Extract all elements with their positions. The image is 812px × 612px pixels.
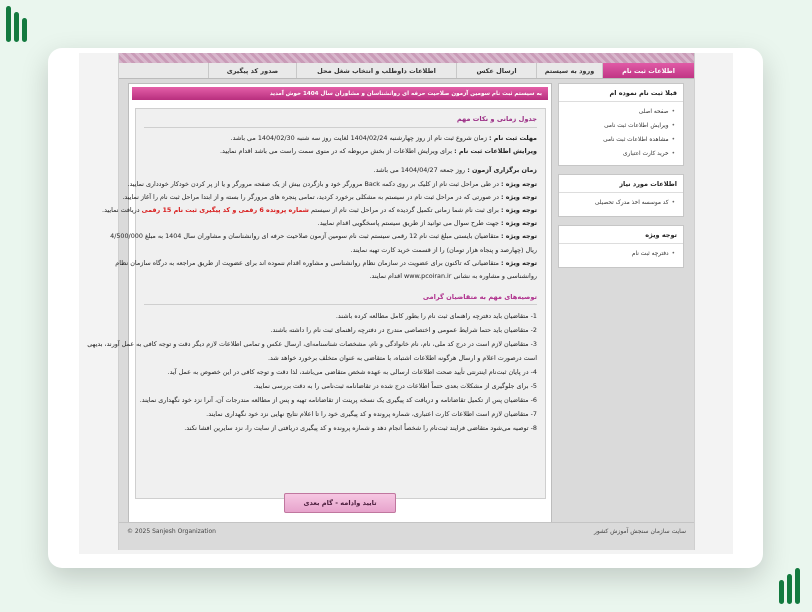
page-footer: [119, 522, 694, 540]
sidebar-item-buy-card[interactable]: • خرید کارت اعتباری: [559, 147, 683, 161]
list-item: 3- متقاضیان لازم است در درج کد ملی، نام، نام خانوادگی و نام، مشخصات شناسنامه‌ای، ارسال عکس و تمامی اطلاعات لازم دیگر دقت و توجه کافی به عمل آورند، بدیهی: [87, 340, 537, 349]
copyright-text: © 2025 Sanjesh Organization: [127, 528, 216, 535]
tab-upload-photo[interactable]: ارسال عکس: [456, 63, 536, 78]
sidebar-item-edit-info[interactable]: • ویرایش اطلاعات ثبت نامی: [559, 119, 683, 133]
site-page: [87, 53, 695, 550]
tab-applicant-info[interactable]: اطلاعات داوطلب و انتخاب شغل محل: [296, 63, 456, 78]
schedule-line: ریال (چهارصد و پنجاه هزار تومان) را از قسمت خرید کارت تهیه نمایند.: [350, 245, 537, 254]
sidebar-box-title: قبلا ثبت نام نموده ام: [559, 84, 683, 102]
sidebar-box-special-note: [558, 225, 684, 268]
info-panel: [87, 108, 546, 499]
footer-site-link[interactable]: سایت سازمان سنجش آموزش کشور: [593, 528, 686, 535]
brand-logo-top-left: [6, 6, 27, 42]
schedule-title: جدول زمانی و نکات مهم: [456, 115, 537, 123]
list-item: 5- برای جلوگیری از مشکلات بعدی حتماً اطلاعات درج شده در تقاضانامه ثبت‌نامی را به دقت بررسی نمایید.: [253, 382, 537, 391]
tab-registration-info[interactable]: اطلاعات ثبت نام: [602, 63, 694, 78]
header-pattern: [119, 53, 694, 63]
list-item: 4- در پایان ثبت‌نام اینترنتی تأیید صحت اطلاعات ارسالی به عهده شخص متقاضی می‌باشد، لذا دقت و توجه کافی در این خصوص به عمل آید.: [167, 368, 537, 377]
sidebar: [558, 83, 684, 276]
schedule-line: توجه ویژه : متقاضیانی که تاکنون برای عضویت در سازمان نظام روانشناسی و مشاوره اقدام ننموده اند برای عضویت از طریق مراجعه به درگاه سازمان نظام: [115, 258, 537, 267]
sidebar-box-registered: [558, 83, 684, 166]
page-screenshot: [79, 53, 733, 554]
sidebar-item-booklet[interactable]: • دفترچه ثبت نام: [559, 247, 683, 261]
schedule-line: روانشناسی و مشاوره به نشانی www.pcoiran.ir اقدام نمایند.: [369, 272, 537, 281]
sidebar-box-title: اطلاعات مورد نیاز: [559, 175, 683, 193]
confirm-next-step-button[interactable]: تایید وادامه - گام بعدی: [284, 493, 396, 513]
sidebar-item-home[interactable]: • صفحه اصلی: [559, 105, 683, 119]
sidebar-item-view-info[interactable]: • مشاهده اطلاعات ثبت نامی: [559, 133, 683, 147]
welcome-notice: به سیستم ثبت نام سومین آزمون صلاحیت حرفه ای روانشناسان و مشاوران سال 1404 خوش آمدید: [132, 87, 548, 100]
divider: [144, 127, 537, 128]
tab-bar: [119, 63, 694, 79]
list-item: 7- متقاضیان لازم است اطلاعات کارت اعتباری، شماره پرونده و کد پیگیری خود را تا اعلام نتایج نهایی نزد خود نگهداری نمایند.: [206, 410, 537, 419]
recommendations-title: توصیه‌های مهم به متقاضیان گرامی: [422, 293, 537, 302]
recommendations-list: [87, 309, 537, 435]
brand-logo-bottom-right: [779, 568, 800, 604]
list-item: 1- متقاضیان باید دفترچه راهنمای ثبت نام را بطور کامل مطالعه کرده باشند.: [335, 312, 537, 321]
list-item: 8- توصیه می‌شود متقاضی فرایند ثبت‌نام را شخصاً انجام دهد و شماره پرونده و کد پیگیری دریافتی از سایت را، نزد سایرین افشا نکند.: [184, 424, 537, 433]
divider: [144, 304, 537, 305]
list-item: است درصورت اعلام و ارسال هرگونه اطلاعات اشتباه، با متقاضی به عنوان متخلف برخورد خواهد شد.: [267, 354, 537, 363]
tab-login[interactable]: ورود به سیستم: [536, 63, 602, 78]
list-item: 2- متقاضیان باید حتما شرایط عمومی و اختصاصی مندرج در دفترچه راهنمای ثبت نام را داشته باشند.: [270, 326, 537, 335]
button-row: [129, 493, 551, 513]
schedule-line: توجه ویژه : برای ثبت نام شما زمانی تکمیل گردیده که در مراحل ثبت نام از سیستم شماره پرونده 6 رقمی و کد پیگیری ثبت نام 15 رقمی دریافت نمایید.: [102, 206, 537, 215]
schedule-line: زمان برگزاری آزمون : روز جمعه 1404/04/27 می باشد.: [373, 166, 537, 175]
schedule-line: توجه ویژه : متقاضیان بایستی مبلغ ثبت نام 12 رقمی سیستم ثبت نام سومین آزمون صلاحیت حرفه ای روانشناسان و مشاوران سال 1404 به مبلغ 4/500/000: [110, 232, 537, 241]
tab-tracking-code[interactable]: صدور کد پیگیری: [208, 63, 296, 78]
schedule-line: توجه ویژه : در صورتی که در مراحل ثبت نام در سیستم به مشکلی برخورد کردید، تمامی پنجره های مرورگر را بسته و از ابتدا مراحل ثبت نام را آغاز نمایید.: [122, 192, 537, 201]
sidebar-item-institute-code[interactable]: • کد موسسه اخذ مدرک تحصیلی: [559, 196, 683, 210]
schedule-line: ویرایش اطلاعات ثبت نام : برای ویرایش اطلاعات از بخش مربوطه که در منوی سمت راست می باشد اقدام نمایید.: [220, 147, 537, 156]
list-item: 6- متقاضیان پس از تکمیل تقاضانامه و دریافت کد پیگیری یک نسخه پرینت از تقاضانامه تهیه و پس از مطالعه مندرجات آن، آنرا نزد خود نگهداری نمایند.: [139, 396, 537, 405]
sidebar-box-required-info: [558, 174, 684, 217]
schedule-line: توجه ویژه : در طی مراحل ثبت نام از کلیک بر روی دکمه Back مرورگر خود و بازگردن بیش از یک صفحه مرورگر و یا از پر کردن خودکار خودداری نمایید.: [127, 179, 537, 188]
schedule-line: مهلت ثبت نام : زمان شروع ثبت نام از روز چهارشنبه 1404/02/24 لغایت روز سه شنبه 1404/02/30 می باشد.: [230, 134, 537, 142]
main-content: [87, 83, 552, 528]
sidebar-box-title: توجه ویژه: [559, 226, 683, 244]
schedule-line: توجه ویژه : جهت طرح سوال می توانید از طریق سیستم پاسخگویی اقدام نمایید.: [317, 219, 537, 228]
